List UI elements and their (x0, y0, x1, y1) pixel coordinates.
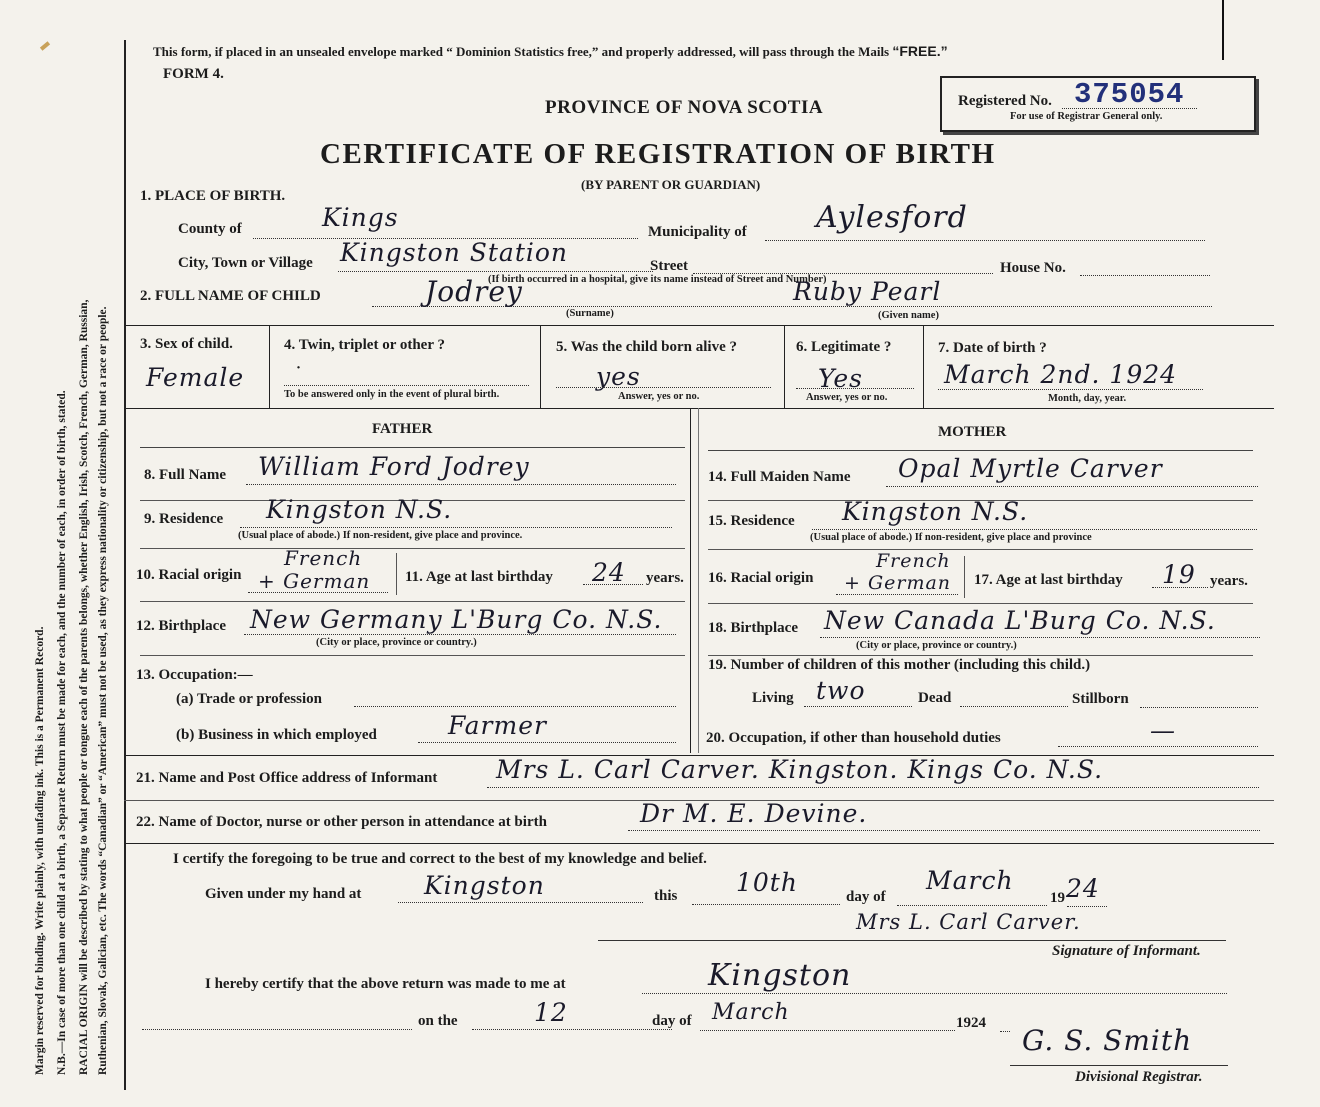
place-of-birth-label: 1. PLACE OF BIRTH. (140, 188, 286, 204)
father-age-label: 11. Age at last birthday (405, 569, 553, 585)
street-label: Street (650, 258, 689, 274)
born-alive-label: 5. Was the child born alive ? (556, 339, 737, 355)
mother-racial-label: 16. Racial origin (708, 570, 814, 586)
registrar-month: March (712, 1000, 790, 1025)
legitimate-caption: Answer, yes or no. (806, 392, 888, 403)
informant-signature: Mrs L. Carl Carver. (856, 910, 1081, 934)
sex-label: 3. Sex of child. (140, 336, 233, 352)
father-racial-bottom: + German (258, 569, 371, 593)
mother-racial-bottom: + German (844, 572, 952, 594)
born-alive-caption: Answer, yes or no. (618, 391, 700, 402)
form-left-border (124, 40, 126, 1090)
column-divider (690, 408, 691, 753)
father-occupation-label: 13. Occupation:— (136, 667, 253, 683)
mother-occupation: — (1150, 716, 1176, 745)
born-alive-value: yes (596, 362, 641, 391)
registrar-statement: I hereby certify that the above return was made to me at (205, 976, 566, 992)
county-label: County of (178, 221, 242, 237)
father-name: William Ford Jodrey (258, 452, 530, 481)
dob-label: 7. Date of birth ? (938, 340, 1047, 356)
margin-note-racial-origin: RACIAL ORIGIN will be described by stating to what people or tongue each of the parents belongs, whether English, Irish, Scotch, French, German, Russian, (78, 299, 90, 1075)
registrar-note: For use of Registrar General only. (1010, 111, 1163, 122)
dob-value: March 2nd. 1924 (944, 360, 1178, 389)
given-under-label: Given under my hand at (205, 886, 362, 902)
father-age: 24 (592, 558, 626, 587)
stillborn-label: Stillborn (1072, 691, 1129, 707)
doctor-value: Dr M. E. Devine. (640, 799, 868, 828)
mother-children-label: 19. Number of children of this mother (including this child.) (708, 657, 1091, 673)
twin-caption: To be answered only in the event of plural birth. (284, 389, 500, 400)
child-surname: Jodrey (425, 275, 523, 308)
top-right-mark (1222, 0, 1224, 60)
certify-statement: I certify the foregoing to be true and correct to the best of my knowledge and belief. (173, 851, 707, 867)
binding-mark (40, 41, 50, 50)
this-label: this (654, 888, 678, 904)
margin-note-multiple-births: N.B.—In case of more than one child at a birth, a Separate Return must be made for each, and the number of each, in order of birth, stated. (56, 390, 68, 1075)
child-given-name: Ruby Pearl (793, 277, 942, 306)
certify-month: March (926, 866, 1014, 895)
father-residence: Kingston N.S. (266, 495, 453, 524)
province-heading: PROVINCE OF NOVA SCOTIA (545, 97, 824, 118)
father-residence-caption: (Usual place of abode.) If non-resident, give place and province. (238, 530, 523, 541)
certify-year: 24 (1066, 874, 1100, 903)
father-birthplace-caption: (City or place, province or country.) (316, 637, 477, 648)
living-value: two (816, 676, 866, 705)
registered-number: 375054 (1074, 78, 1185, 111)
father-name-label: 8. Full Name (144, 467, 227, 483)
mail-note: This form, if placed in an unsealed envelope marked “ Dominion Statistics free,” and properly addressed, will pass through the Mails “FREE.” (153, 43, 948, 59)
mother-age: 19 (1162, 560, 1196, 589)
row-divider-top (124, 325, 1274, 326)
twin-value: · (296, 360, 302, 376)
registrar-day: 12 (534, 998, 568, 1027)
registrar-signature: G. S. Smith (1022, 1024, 1193, 1057)
row-divider-bottom (124, 408, 1274, 409)
registered-box (940, 76, 1256, 132)
certify-day-of-label: day of (846, 889, 886, 905)
registrar-place: Kingston (708, 958, 852, 993)
mother-birthplace: New Canada L'Burg Co. N.S. (824, 606, 1216, 635)
mother-residence-label: 15. Residence (708, 513, 795, 529)
certify-year-prefix: 19 (1050, 890, 1065, 906)
certificate-title: CERTIFICATE OF REGISTRATION OF BIRTH (320, 138, 996, 170)
margin-note-racial-origin-2: Ruthenian, Slovak, Galician, etc. The words “Canadian” or “American” must not be used, as they express nationality or citizenship, but not a race or people. (97, 306, 109, 1075)
hospital-note: (If birth occurred in a hospital, give its name instead of Street and Number) (488, 274, 827, 285)
father-business: Farmer (448, 711, 547, 740)
mother-age-label: 17. Age at last birthday (974, 572, 1123, 588)
mother-residence: Kingston N.S. (842, 497, 1029, 526)
father-years-label: years. (646, 570, 684, 586)
signature-caption: Signature of Informant. (1052, 943, 1201, 959)
municipality-value: Aylesford (816, 200, 968, 235)
city-value: Kingston Station (340, 238, 569, 267)
informant-value: Mrs L. Carl Carver. Kingston. Kings Co. N.S. (496, 755, 1104, 784)
doctor-label: 22. Name of Doctor, nurse or other person in attendance at birth (136, 814, 547, 830)
dob-caption: Month, day, year. (1048, 393, 1127, 404)
mother-name: Opal Myrtle Carver (898, 454, 1163, 483)
father-birthplace: New Germany L'Burg Co. N.S. (250, 605, 663, 634)
mother-occupation-label: 20. Occupation, if other than household duties (706, 730, 1001, 746)
father-residence-label: 9. Residence (144, 511, 224, 527)
father-birthplace-label: 12. Birthplace (136, 618, 226, 634)
certificate-subtitle: (BY PARENT OR GUARDIAN) (581, 177, 761, 192)
mother-birthplace-caption: (City or place, province or country.) (856, 640, 1017, 651)
mother-birthplace-label: 18. Birthplace (708, 620, 798, 636)
business-label: (b) Business in which employed (176, 727, 377, 743)
given-name-caption: (Given name) (878, 310, 939, 321)
legitimate-value: Yes (818, 364, 863, 393)
mother-residence-caption: (Usual place of abode.) If non-resident, give place and province (810, 532, 1092, 543)
informant-label: 21. Name and Post Office address of Informant (136, 770, 438, 786)
sex-value: Female (146, 363, 245, 392)
municipality-label: Municipality of (648, 224, 747, 240)
child-name-label: 2. FULL NAME OF CHILD (140, 288, 321, 304)
living-label: Living (752, 690, 794, 706)
surname-caption: (Surname) (566, 308, 614, 319)
twin-label: 4. Twin, triplet or other ? (284, 337, 445, 353)
registrar-day-of-label: day of (652, 1013, 692, 1029)
mother-years-label: years. (1210, 573, 1248, 589)
mother-name-label: 14. Full Maiden Name (708, 469, 851, 485)
county-value: Kings (322, 203, 399, 232)
form-number: FORM 4. (163, 66, 224, 82)
dead-label: Dead (918, 690, 952, 706)
father-heading: FATHER (372, 421, 433, 437)
certify-place: Kingston (424, 871, 545, 900)
mother-racial-top: French (876, 550, 951, 572)
father-racial-top: French (284, 546, 363, 570)
registrar-caption: Divisional Registrar. (1075, 1069, 1203, 1085)
certify-day: 10th (736, 868, 798, 897)
house-number-label: House No. (1000, 260, 1066, 276)
city-label: City, Town or Village (178, 255, 313, 271)
registered-label: Registered No. (958, 93, 1052, 109)
on-the-label: on the (418, 1013, 458, 1029)
legitimate-label: 6. Legitimate ? (796, 339, 892, 355)
registrar-year: 1924 (956, 1015, 986, 1031)
mother-heading: MOTHER (938, 424, 1007, 440)
trade-label: (a) Trade or profession (176, 691, 322, 707)
father-racial-label: 10. Racial origin (136, 567, 242, 583)
margin-note-binding: Margin reserved for binding. Write plainly, with unfading ink. This is a Permanent Record. (34, 626, 46, 1075)
